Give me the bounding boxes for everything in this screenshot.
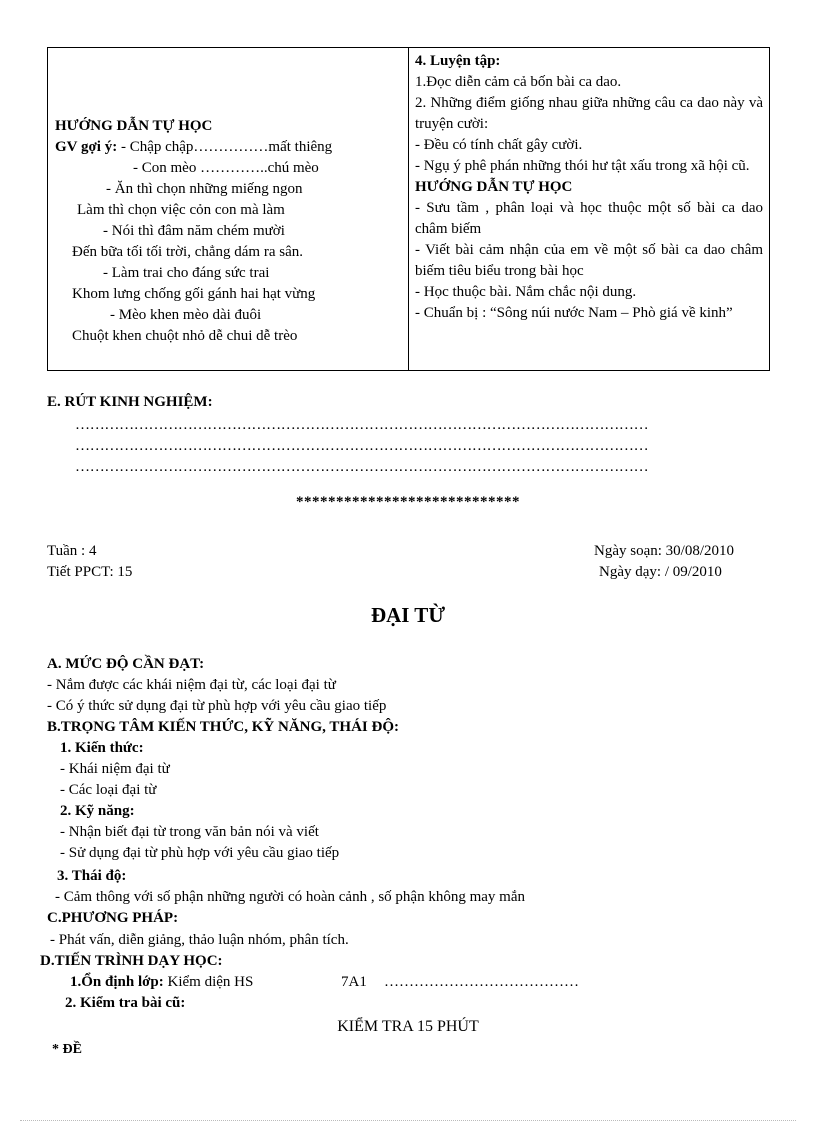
class-check-text: Kiểm diện HS: [163, 974, 254, 990]
lesson-title: ĐẠI TỪ: [370, 603, 446, 627]
section-a-heading: A. MỨC ĐỘ CẦN ĐẠT:: [47, 656, 205, 672]
prep-date: Ngày soạn: 30/08/2010: [594, 543, 734, 559]
knowledge-heading: 1. Kiến thức:: [60, 740, 144, 756]
class-check-line: [70, 972, 253, 992]
section-c-heading: C.PHƯƠNG PHÁP:: [47, 910, 179, 926]
poem-line: - Chập chập……………mất thiêng: [117, 139, 333, 155]
section-b-heading: B.TRỌNG TÂM KIẾN THỨC, KỸ NĂNG, THÁI ĐỘ:: [47, 719, 399, 735]
poem-line: - Mèo khen mèo dài đuôi: [110, 307, 262, 323]
practice-item: 1.Đọc diễn cảm cả bốn bài ca dao.: [415, 74, 622, 90]
poem-line: - Ăn thì chọn những miếng ngon: [106, 181, 303, 197]
practice-item: 2. Những điểm giống nhau giữa những câu ca dao này và truyện cười:: [415, 95, 763, 132]
old-lesson-check-heading: 2. Kiểm tra bài cũ:: [65, 995, 186, 1011]
skills-heading: 2. Kỹ năng:: [60, 803, 135, 819]
self-study-heading: HƯỚNG DẪN TỰ HỌC: [55, 118, 213, 134]
self-study-item: - Sưu tầm , phân loại và học thuộc một số bài ca dao châm biếm: [415, 200, 763, 237]
poem-line: - Làm trai cho đáng sức trai: [103, 265, 270, 281]
attitude-item: - Cảm thông với số phận những người có hoàn cảnh , số phận không may mắn: [55, 889, 525, 905]
self-study-item: - Viết bài cảm nhận của em về một số bài ca dao châm biếm tiêu biểu trong bài học: [415, 242, 763, 279]
test-label: * ĐỀ: [52, 1042, 82, 1057]
dotted-line: ………………………………………………………………………………………………………: [75, 417, 649, 433]
section-e-heading: E. RÚT KINH NGHIỆM:: [47, 394, 213, 410]
period-label: Tiết PPCT: 15: [47, 564, 133, 580]
skills-item: - Nhận biết đại từ trong văn bản nói và viết: [60, 824, 319, 840]
gv-hint-label: GV gợi ý:: [55, 139, 118, 155]
section-d-heading: D.TIẾN TRÌNH DẠY HỌC:: [40, 953, 223, 969]
page-bottom-divider: [20, 1120, 796, 1121]
self-study-heading: HƯỚNG DẪN TỰ HỌC: [415, 179, 573, 195]
week-label: Tuần : 4: [47, 543, 97, 559]
poem-line: Chuột khen chuột nhỏ dễ chui dễ trèo: [72, 328, 298, 344]
class-name: 7A1: [341, 974, 367, 990]
self-study-item: - Chuẩn bị : “Sông núi nước Nam – Phò giá về kinh”: [415, 305, 733, 321]
self-study-item: - Học thuộc bài. Nắm chắc nội dung.: [415, 284, 637, 300]
lesson-table: [47, 47, 770, 371]
poem-line: Làm thì chọn việc cỏn con mà làm: [77, 202, 285, 218]
class-check-label: 1.Ổn định lớp:: [70, 974, 164, 990]
skills-item: - Sử dụng đại từ phù hợp với yêu cầu giao tiếp: [60, 845, 340, 861]
class-dots: …………………………………: [384, 974, 579, 990]
poem-line: Đến bữa tối tối trời, chẳng dám ra sân.: [72, 244, 303, 260]
dotted-line: ………………………………………………………………………………………………………: [75, 459, 649, 475]
practice-heading: 4. Luyện tập:: [415, 53, 501, 69]
poem-line: - Con mèo …………..chú mèo: [133, 160, 319, 176]
attitude-heading: 3. Thái độ:: [57, 868, 127, 884]
practice-item: - Đều có tính chất gây cười.: [415, 137, 583, 153]
method-item: - Phát vấn, diễn giảng, thảo luận nhóm, phân tích.: [50, 932, 349, 948]
knowledge-item: - Khái niệm đại từ: [60, 761, 170, 777]
table-right-cell: [409, 48, 770, 371]
section-a-item: - Nắm được các khái niệm đại từ, các loại đại từ: [47, 677, 336, 693]
poem-line: - Nói thì đâm năm chém mười: [103, 223, 285, 239]
teach-date: Ngày dạy: / 09/2010: [599, 564, 722, 580]
table-left-cell: [48, 48, 409, 371]
section-a-item: - Có ý thức sử dụng đại từ phù hợp với yêu cầu giao tiếp: [47, 698, 387, 714]
gv-hint-line: [55, 137, 332, 157]
knowledge-item: - Các loại đại từ: [60, 782, 157, 798]
separator: ****************************: [296, 494, 520, 510]
poem-line: Khom lưng chống gối gánh hai hạt vừng: [72, 286, 316, 302]
practice-item: - Ngụ ý phê phán những thói hư tật xấu trong xã hội cũ.: [415, 158, 750, 174]
dotted-line: ………………………………………………………………………………………………………: [75, 438, 649, 454]
test-title: KIỂM TRA 15 PHÚT: [337, 1018, 479, 1035]
